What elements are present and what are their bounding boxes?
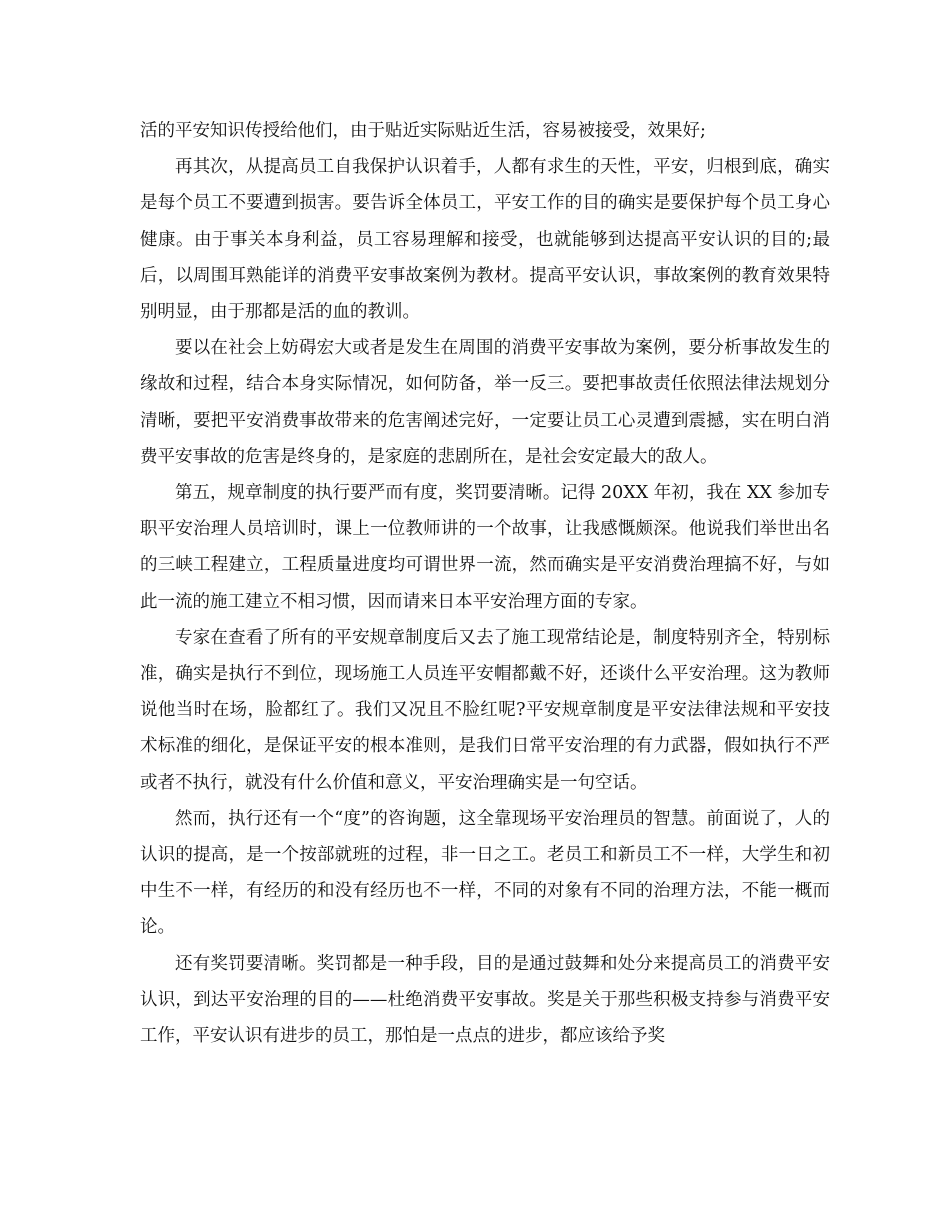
paragraph: 要以在社会上妨碍宏大或者是发生在周围的消费平安事故为案例，要分析事故发生的缘故和过程，结合本身实际情况，如何防备，举一反三。要把事故责任依照法律法规划分清晰，要把平安消费事故带来的危害阐述完好，一定要让员工心灵遭到震撼，实在明白消费平安事故的危害是终身的，是家庭的悲剧所在，是社会安定最大的敌人。 [140,338,830,467]
paragraph: 还有奖罚要清晰。奖罚都是一种手段，目的是通过鼓舞和处分来提高员工的消费平安认识，到达平安治理的目的——杜绝消费平安事故。奖是关于那些积极支持参与消费平安工作，平安认识有进步的员工，那怕是一点点的进步，都应该给予奖 [140,953,830,1047]
paragraph: 然而，执行还有一个“度”的咨询题，这全靠现场平安治理员的智慧。前面说了，人的认识的提高，是一个按部就班的过程，非一日之工。老员工和新员工不一样，大学生和初中生不一样，有经历的和没有经历也不一样，不同的对象有不同的治理方法，不能一概而论。 [140,808,830,938]
paragraph-continuation: 活的平安知识传授给他们，由于贴近实际贴近生活，容易被接受，效果好; [140,121,706,141]
document-body [140,113,830,1054]
paragraph: 再其次，从提高员工自我保护认识着手，人都有求生的天性，平安，归根到底，确实是每个员工不要遭到损害。要告诉全体员工，平安工作的目的确实是要保护每个员工身心健康。由于事关本身利益，员工容易理解和接受，也就能够到达提高平安认识的目的;最后，以周围耳熟能详的消费平安事故案例为教材。提高平安认识，事故案例的教育效果特别明显，由于那都是活的血的教训。 [140,157,830,323]
paragraph: 第五，规章制度的执行要严而有度，奖罚要清晰。记得 20XX 年初，我在 XX 参加专职平安治理人员培训时，课上一位教师讲的一个故事，让我感慨颇深。他说我们举世出名的三峡工程建立，工程质量进度均可谓世界一流，然而确实是平安消费治理搞不好，与如此一流的施工建立不相习惯，因而请来日本平安治理方面的专家。 [140,483,830,612]
paragraph: 专家在查看了所有的平安规章制度后又去了施工现常结论是，制度特别齐全，特别标准，确实是执行不到位，现场施工人员连平安帽都戴不好，还谈什么平安治理。这为教师说他当时在场，脸都红了。我们又况且不脸红呢?平安规章制度是平安法律法规和平安技术标准的细化，是保证平安的根本准则，是我们日常平安治理的有力武器，假如执行不严或者不执行，就没有什么价值和意义，平安治理确实是一句空话。 [140,627,830,793]
